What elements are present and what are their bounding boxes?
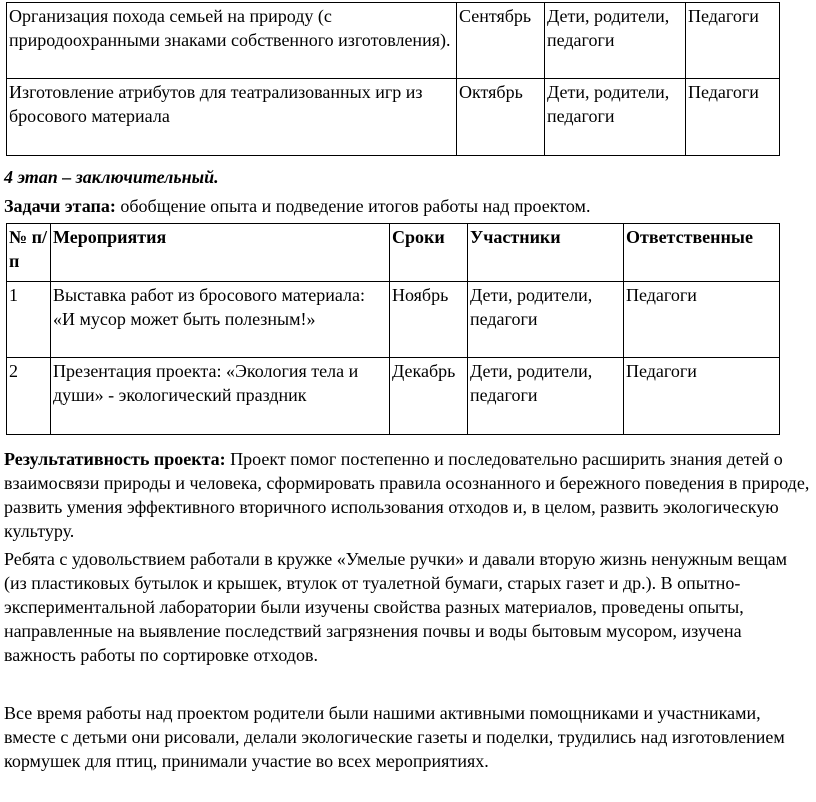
paragraph-parents: Все время работы над проектом родители были нашими активными помощниками и участниками, вместе с детьми они рисовали, делали экологические газеты и поделки, трудились над изготовлением кормушек для птиц, принимали участие во всех мероприятиях.: [4, 703, 785, 771]
results-text: Проект помог постепенно и последовательно расширить знания детей о взаимосвязи природы и человека, сформировать правила осознанного и бережного поведения в природе, развить умения эффективного вторичного использования отходов и, в целом, развить экологическую культуру.: [4, 449, 810, 541]
term-cell: Декабрь: [390, 358, 468, 435]
header-activity: Мероприятия: [51, 224, 390, 282]
term-cell: Октябрь: [457, 79, 545, 156]
table-row: [7, 282, 780, 358]
activities-table-stage3: [6, 2, 780, 156]
table-row: [7, 79, 780, 156]
table-row: [7, 3, 780, 79]
term-cell: Ноябрь: [390, 282, 468, 358]
header-participants: Участники: [468, 224, 624, 282]
stage4-tasks: [4, 194, 814, 218]
num-cell: 1: [7, 282, 51, 358]
responsible-cell: Педагоги: [624, 282, 780, 358]
responsible-cell: Педагоги: [686, 3, 780, 79]
results-label: Результативность проекта:: [4, 449, 226, 469]
responsible-cell: Педагоги: [686, 79, 780, 156]
activity-cell: Презентация проекта: «Экология тела и души» - экологический праздник: [51, 358, 390, 435]
tasks-label: Задачи этапа:: [4, 196, 116, 216]
activity-cell: Организация похода семьей на природу (с природоохранными знаками собственного изготовления).: [7, 3, 457, 79]
header-responsible: Ответственные: [624, 224, 780, 282]
term-cell: Сентябрь: [457, 3, 545, 79]
paragraph-workshop: Ребята с удовольствием работали в кружке «Умелые ручки» и давали вторую жизнь ненужным вещам (из пластиковых бутылок и крышек, втулок от туалетной бумаги, старых газет и др.). В опытно-экспериментальной лаборатории были изучены свойства разных материалов, проведены опыты, направленные на выявление последствий загрязнения почвы и воды бытовым мусором, изучена важность работы по сортировке отходов.: [4, 549, 787, 665]
participants-cell: Дети, родители, педагоги: [468, 282, 624, 358]
header-term: Сроки: [390, 224, 468, 282]
stage4-heading: 4 этап – заключительный.: [4, 167, 219, 187]
activity-cell: Изготовление атрибутов для театрализованных игр из бросового материала: [7, 79, 457, 156]
participants-cell: Дети, родители, педагоги: [545, 79, 686, 156]
num-cell: 2: [7, 358, 51, 435]
participants-cell: Дети, родители, педагоги: [545, 3, 686, 79]
activity-cell: Выставка работ из бросового материала: «И мусор может быть полезным!»: [51, 282, 390, 358]
activities-table-stage4: [6, 223, 780, 435]
responsible-cell: Педагоги: [624, 358, 780, 435]
tasks-text: обобщение опыта и подведение итогов работы над проектом.: [115, 196, 591, 216]
header-num: № п/п: [7, 224, 51, 282]
participants-cell: Дети, родители, педагоги: [468, 358, 624, 435]
table-row: [7, 358, 780, 435]
table-header-row: [7, 224, 780, 282]
results-paragraph: [4, 447, 814, 543]
